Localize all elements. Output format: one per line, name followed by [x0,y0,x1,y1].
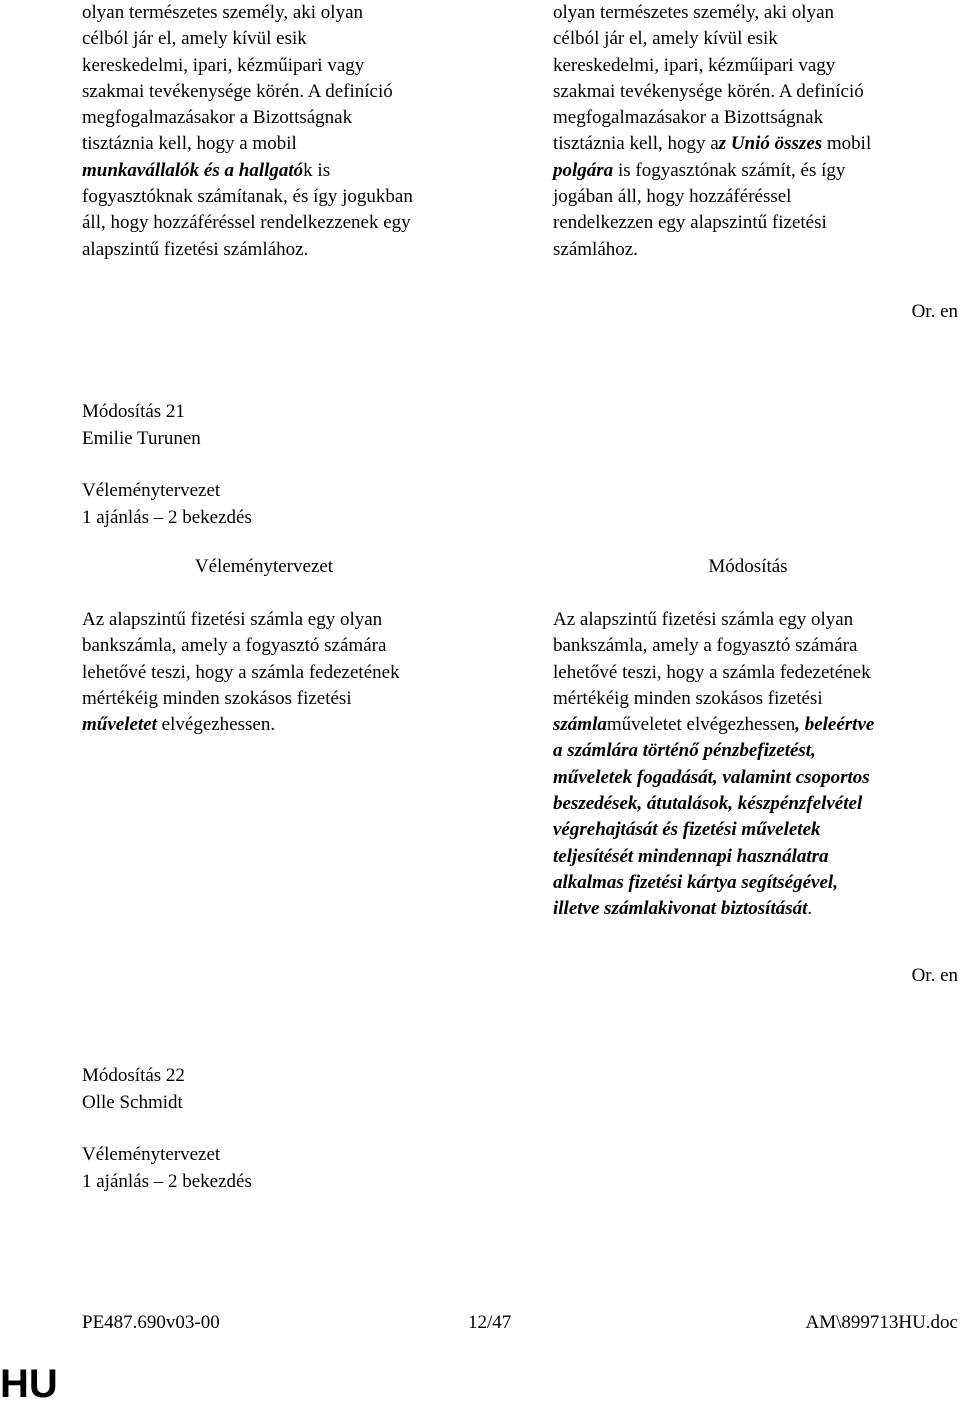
emphasized-text: végrehajtását és fizetési műveletek [553,819,821,841]
text-line [553,0,953,26]
text-segment: olyan természetes személy, aki olyan [553,2,835,23]
text-line [553,791,953,817]
emphasized-text: polgára [553,159,614,181]
emphasized-text: illetve számlakivonat biztosítását [553,898,808,920]
text-line [82,237,494,263]
text-line [553,237,953,263]
text-line [553,210,953,236]
text-line [553,870,953,896]
amendment-21-amended-text [553,607,953,923]
column-heading-amendment: Módosítás [708,556,788,577]
text-line [82,0,494,26]
text-segment: szakmai tevékenysége körén. A definíció [82,80,393,102]
text-segment: bankszámla, amely a fogyasztó számára [553,635,858,657]
text-segment: kereskedelmi, ipari, kézműipari vagy [553,54,836,76]
emphasized-text: munkavállalók és a hallgató [82,159,304,181]
text-segment: műveletet elvégezhessen [606,714,796,736]
text-line [82,712,494,738]
amendment-title: Módosítás 22 [82,1065,185,1086]
text-segment: rendelkezzen egy alapszintű fizetési [553,212,827,234]
text-line [553,53,953,79]
reference-paragraph: 1 ajánlás – 2 bekezdés [82,1170,252,1192]
text-line [82,607,494,633]
text-line [82,686,494,712]
text-segment: lehetővé teszi, hogy a számla fedezetének [82,661,400,683]
original-language-note: Or. en [911,965,958,986]
footer-page-number: 12/47 [468,1312,512,1333]
emphasized-text: műveletet [82,714,157,736]
amendment-title: Módosítás 21 [82,401,185,422]
reference-paragraph: 1 ajánlás – 2 bekezdés [82,506,252,528]
text-segment: célból jár el, amely kívül esik [553,28,778,50]
reference-document: Véleménytervezet [82,480,221,501]
original-language-note: Or. en [911,301,958,322]
text-segment: . [807,898,813,920]
text-line [553,633,953,659]
text-line [82,660,494,686]
top-left-paragraph [82,0,494,263]
text-line [82,79,494,105]
text-line [82,210,494,236]
text-segment: jogában áll, hogy hozzáféréssel [553,186,792,208]
footer-language-code: HU [0,1362,58,1406]
text-segment: áll, hogy hozzáféréssel rendelkezzenek egy [82,212,411,234]
text-line [553,184,953,210]
text-segment: lehetővé teszi, hogy a számla fedezetének [553,661,871,683]
text-line [553,158,953,184]
text-line [82,53,494,79]
text-segment: számlához. [553,238,638,260]
text-segment: fogyasztóknak számítanak, és így jogukban [82,186,413,208]
emphasized-text: , beleértve [795,714,875,736]
text-segment: alapszintű fizetési számlához. [82,238,309,260]
text-line [553,660,953,686]
text-line [82,184,494,210]
text-segment: tisztáznia kell, hogy a mobil [82,133,297,155]
text-segment: mértékéig minden szokásos fizetési [553,687,823,709]
text-segment: is fogyasztónak számít, és így [613,159,846,181]
amendment-21-original-text [82,607,494,738]
text-segment: elvégezhessen. [156,714,276,736]
text-line [553,607,953,633]
column-heading-draft-opinion: Véleménytervezet [194,556,334,577]
text-line [553,844,953,870]
amendment-author: Olle Schmidt [82,1091,183,1113]
text-line [82,26,494,52]
text-line [82,105,494,131]
amendment-21-reference [82,478,494,531]
text-segment: megfogalmazásakor a Bizottságnak [82,107,353,129]
emphasized-text: z Unió összes [718,133,823,155]
footer-document-number: PE487.690v03-00 [82,1312,220,1333]
text-line [553,896,953,922]
text-line [553,26,953,52]
text-line [82,633,494,659]
text-segment: célból jár el, amely kívül esik [82,28,307,50]
text-line [553,686,953,712]
text-line [553,738,953,764]
text-segment: kereskedelmi, ipari, kézműipari vagy [82,54,365,76]
text-line [553,817,953,843]
reference-document: Véleménytervezet [82,1144,221,1165]
amendment-22-reference [82,1142,494,1195]
text-line [553,79,953,105]
text-segment: mobil [822,133,872,155]
text-line [553,105,953,131]
emphasized-text: számla [553,714,607,736]
emphasized-text: teljesítését mindennapi használatra [553,845,829,867]
text-line [553,131,953,157]
text-segment: Az alapszintű fizetési számla egy olyan [553,609,854,630]
text-segment: bankszámla, amely a fogyasztó számára [82,635,387,657]
text-segment: szakmai tevékenysége körén. A definíció [553,80,864,102]
text-line [82,158,494,184]
text-segment: Az alapszintű fizetési számla egy olyan [82,609,383,630]
text-segment: tisztáznia kell, hogy a [553,133,719,155]
text-segment: k is [303,159,331,181]
emphasized-text: a számlára történő pénzbefizetést, [553,740,816,762]
emphasized-text: alkalmas fizetési kártya segítségével, [553,871,838,893]
text-line [553,712,953,738]
amendment-author: Emilie Turunen [82,427,201,449]
amendment-21-header [82,399,494,452]
text-line [553,765,953,791]
emphasized-text: műveletek fogadását, valamint csoportos [553,766,870,788]
emphasized-text: beszedések, átutalások, készpénzfelvétel [553,793,863,815]
amendment-22-header [82,1063,494,1116]
text-segment: megfogalmazásakor a Bizottságnak [553,107,824,129]
text-segment: mértékéig minden szokásos fizetési [82,687,352,709]
footer-file-reference: AM\899713HU.doc [805,1312,958,1333]
text-segment: olyan természetes személy, aki olyan [82,2,364,23]
text-line [82,131,494,157]
top-right-paragraph [553,0,953,263]
